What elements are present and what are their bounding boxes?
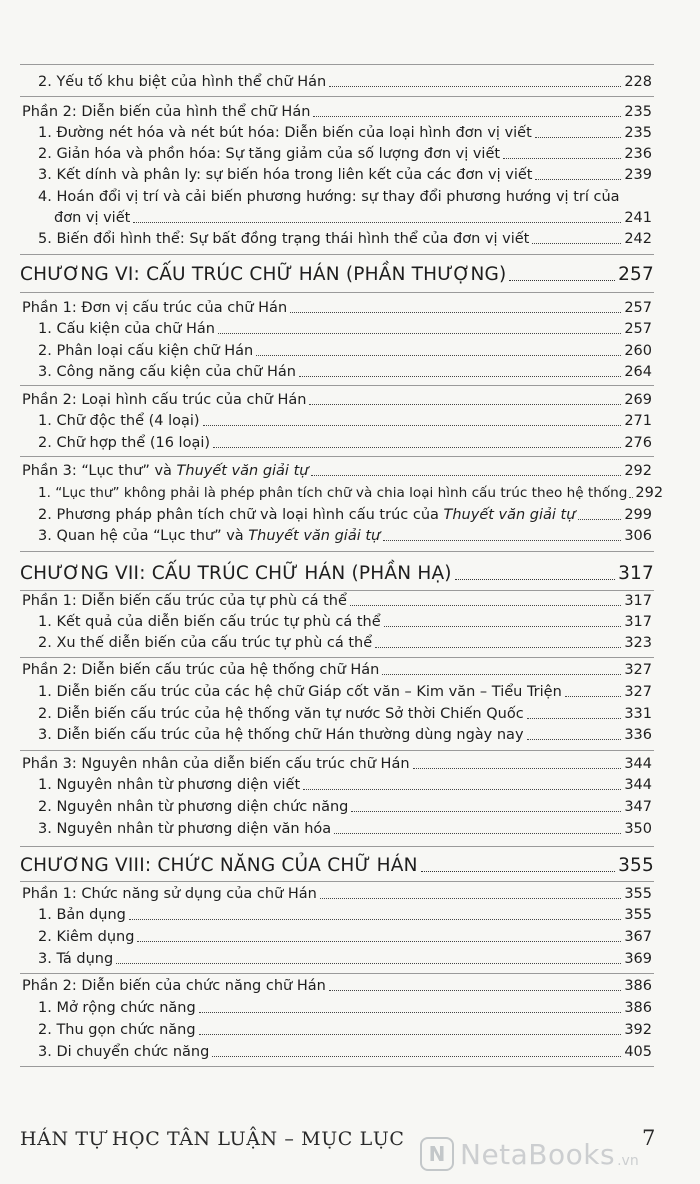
- divider: [20, 846, 654, 847]
- divider: [20, 1066, 654, 1067]
- toc-entry: 2. Phân loại cấu kiện chữ Hán 260: [38, 343, 652, 359]
- divider: [20, 881, 654, 882]
- divider: [20, 551, 654, 552]
- divider: [20, 96, 654, 97]
- divider: [20, 657, 654, 658]
- toc-entry: 2. Kiêm dụng 367: [38, 929, 652, 945]
- chapter-heading: CHƯƠNG VI: CẤU TRÚC CHỮ HÁN (PHẦN THƯỢNG) 257: [20, 264, 654, 285]
- toc-entry: 2. Xu thế diễn biến của cấu trúc tự phù cá thể 323: [38, 635, 652, 651]
- toc-entry: 1. Kết quả của diễn biến cấu trúc tự phù cá thể 317: [38, 614, 652, 630]
- netabooks-logo-icon: N: [420, 1137, 454, 1171]
- toc-entry: 2. Yếu tố khu biệt của hình thể chữ Hán 228: [38, 74, 652, 90]
- divider: [20, 456, 654, 457]
- toc-entry: 4. Hoán đổi vị trí và cải biến phương hướng: sự thay đổi phương hướng vị trí của: [38, 189, 620, 205]
- divider: [20, 385, 654, 386]
- running-footer: HÁN TỰ HỌC TÂN LUẬN – MỤC LỤC: [20, 1128, 405, 1150]
- toc-part: Phần 3: Nguyên nhân của diễn biến cấu trúc chữ Hán 344: [22, 756, 652, 772]
- toc-entry: 1. “Lục thư” không phải là phép phân tích chữ và chia loại hình cấu trúc theo hệ thống 292: [38, 485, 664, 501]
- toc-part: Phần 1: Diễn biến cấu trúc của tự phù cá thể 317: [22, 593, 652, 609]
- toc-entry: 2. Thu gọn chức năng 392: [38, 1022, 652, 1038]
- toc-part: Phần 2: Diễn biến của hình thể chữ Hán 235: [22, 104, 652, 120]
- toc-entry: 1. Cấu kiện của chữ Hán 257: [38, 321, 652, 337]
- toc-entry: 1. Bản dụng 355: [38, 907, 652, 923]
- toc-entry: 5. Biến đổi hình thể: Sự bất đồng trạng thái hình thể của đơn vị viết 242: [38, 231, 652, 247]
- toc-entry: 3. Diễn biến cấu trúc của hệ thống chữ Hán thường dùng ngày nay 336: [38, 727, 652, 743]
- toc-part: Phần 2: Loại hình cấu trúc của chữ Hán 269: [22, 392, 652, 408]
- toc-part: Phần 1: Đơn vị cấu trúc của chữ Hán 257: [22, 300, 652, 316]
- divider: [20, 750, 654, 751]
- divider: [20, 590, 654, 591]
- toc-entry: 2. Chữ hợp thể (16 loại) 276: [38, 435, 652, 451]
- watermark-suffix: .vn: [617, 1153, 639, 1169]
- toc-entry: 3. Tá dụng 369: [38, 951, 652, 967]
- toc-entry-continuation: đơn vị viết 241: [54, 210, 652, 226]
- divider: [20, 292, 654, 293]
- toc-part: Phần 2: Diễn biến của chức năng chữ Hán 386: [22, 978, 652, 994]
- toc-entry: 1. Đường nét hóa và nét bút hóa: Diễn biến của loại hình đơn vị viết 235: [38, 125, 652, 141]
- toc-entry: 2. Giản hóa và phồn hóa: Sự tăng giảm của số lượng đơn vị viết 236: [38, 146, 652, 162]
- toc-entry: 2. Nguyên nhân từ phương diện chức năng 347: [38, 799, 652, 815]
- toc-part: Phần 1: Chức năng sử dụng của chữ Hán 355: [22, 886, 652, 902]
- divider: [20, 64, 654, 65]
- toc-entry: 2. Diễn biến cấu trúc của hệ thống văn tự nước Sở thời Chiến Quốc 331: [38, 706, 652, 722]
- toc-part: Phần 3: “Lục thư” và Thuyết văn giải tự 292: [22, 463, 652, 479]
- watermark-text: NetaBooks: [460, 1137, 616, 1171]
- toc-entry: 3. Công năng cấu kiện của chữ Hán 264: [38, 364, 652, 380]
- toc-part: Phần 2: Diễn biến cấu trúc của hệ thống chữ Hán 327: [22, 662, 652, 678]
- toc-entry: 2. Phương pháp phân tích chữ và loại hình cấu trúc của Thuyết văn giải tự 299: [38, 507, 652, 523]
- toc-entry: 1. Diễn biến cấu trúc của các hệ chữ Giáp cốt văn – Kim văn – Tiểu Triện 327: [38, 684, 652, 700]
- watermark: [420, 1137, 639, 1171]
- divider: [20, 254, 654, 255]
- toc-entry: 1. Chữ độc thể (4 loại) 271: [38, 413, 652, 429]
- toc-entry: 3. Nguyên nhân từ phương diện văn hóa 350: [38, 821, 652, 837]
- chapter-heading: CHƯƠNG VII: CẤU TRÚC CHỮ HÁN (PHẦN HẠ) 317: [20, 563, 654, 584]
- toc-entry: 3. Quan hệ của “Lục thư” và Thuyết văn giải tự 306: [38, 528, 652, 544]
- toc-entry: 1. Nguyên nhân từ phương diện viết 344: [38, 777, 652, 793]
- toc-entry: 3. Kết dính và phân ly: sự biến hóa trong liên kết của các đơn vị viết 239: [38, 167, 652, 183]
- toc-entry: 3. Di chuyển chức năng 405: [38, 1044, 652, 1060]
- chapter-heading: CHƯƠNG VIII: CHỨC NĂNG CỦA CHỮ HÁN 355: [20, 855, 654, 876]
- toc-entry: 1. Mở rộng chức năng 386: [38, 1000, 652, 1016]
- page-number: 7: [642, 1126, 656, 1150]
- divider: [20, 973, 654, 974]
